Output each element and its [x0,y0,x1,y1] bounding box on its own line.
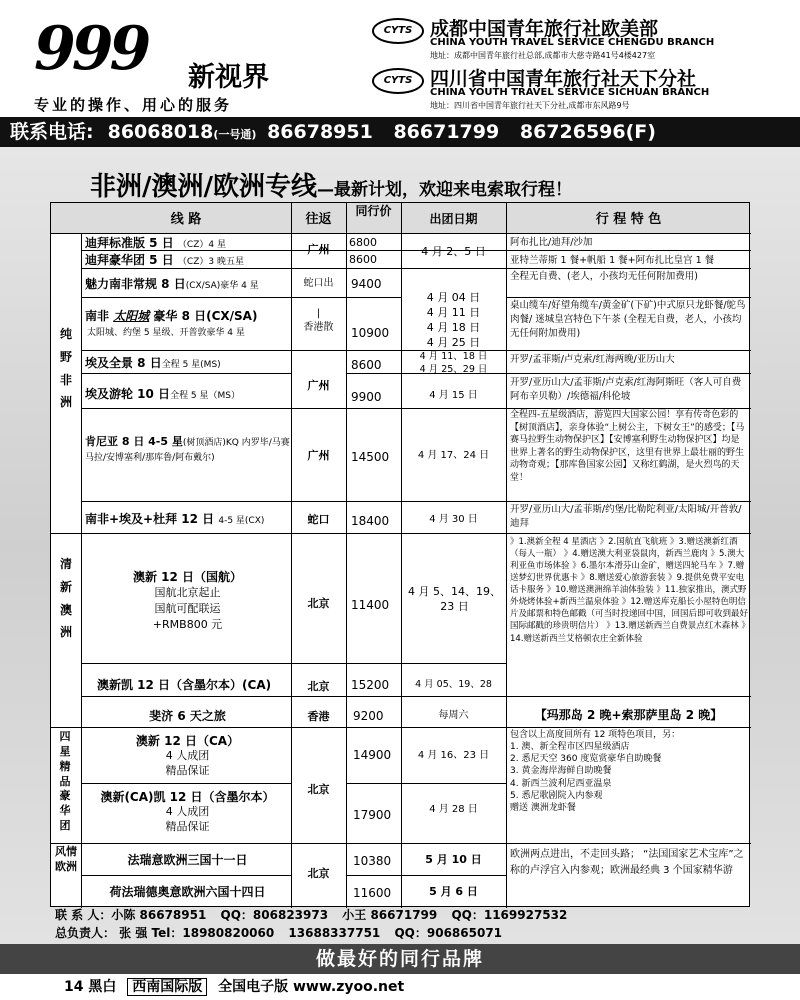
route-name: 迪拜标准版 5 日 [85,236,174,250]
table-row[interactable] [85,276,290,292]
header-features: 行 程 特 色 [595,212,662,227]
table-row[interactable] [85,789,290,805]
table-row[interactable] [97,677,292,693]
price: 17900 [353,808,392,822]
page-number: 14 黑白 [64,979,117,995]
depart-city: 广州 [307,449,330,462]
cyts-logo-icon: CYTS [372,18,424,44]
route-code: (CX/SA)豪华 4 星 [185,281,259,291]
depart-city: 广州 [307,243,330,256]
route-notes [85,749,290,779]
agency-name-en: CHINA YOUTH TRAVEL SERVICE CHENGDU BRANCH [430,37,715,48]
category-africa: 纯野非洲 [59,327,72,410]
price: 9400 [351,277,382,291]
dates: 每周六 [438,710,469,721]
feature: 桌山缆车/好望角缆车/黄金矿(下矿)中式原只龙虾餐/鸵鸟肉餐/ 迷城皇宫特色下午茶 (全程无自费，老人，小孩均无任何附加费用) [510,300,746,339]
title-main: 非洲/澳洲/欧洲专线 [90,172,317,202]
route-name: 埃及全景 8 日 [85,356,162,370]
header-price: 同行价 [355,204,392,218]
depart-city: 蛇口 [307,513,330,526]
dates: 4 月 17、24 日 [417,450,490,461]
dates: 4 月 11、18 日 4 月 25、29 日 [419,351,488,375]
website-link[interactable]: www.zyoo.net [292,979,405,995]
phone-number[interactable]: 86671799 [393,121,500,143]
section-name: 西南国际版 [127,978,207,996]
route-note: +RMB800 元 [152,617,223,631]
depart-city: 北京 [307,597,330,610]
dates: 4 月 16、23 日 [417,750,490,761]
slogan-bar: 做最好的同行品牌 [0,944,800,974]
page-title [90,166,572,203]
tour-table [50,202,750,907]
route-note: 国航北京起止 [154,586,221,599]
price: 6800 [349,236,377,249]
depart-city: 北京 [307,783,330,796]
feature: 全程四-五星级酒店，游览四大国家公园！享有传奇色彩的【树顶酒店】，亲身体验“上树公主，下树女王”的感受；【马赛马拉野生动物保护区】【安博塞利野生动物保护区】均是世界上著名的野生动物保护区，这里有世界上最壮丽的野生动物奇观；【那库鲁国家公园】又称红鹤湖，是火烈鸟的天堂！ [510,410,745,483]
contact-phone: 13688337751 [288,926,381,940]
route-name: 澳新 12 日（国航） [132,570,243,584]
route-code: 全程 5 星（MS） [170,391,240,401]
route-notes [85,805,290,835]
route-note: 4 人成团 [165,805,210,818]
feature: 亚特兰蒂斯 1 餐+帆船 1 餐+阿布扎比皇宫 1 餐 [510,255,715,266]
route-name: 荷法瑞德奥意欧洲六国十四日 [109,885,266,899]
contact-row [55,906,755,924]
route-notes [85,585,290,633]
route-rest: 豪华 8 日(CX/SA) [153,309,258,323]
agency-address: 地址：四川省中国青年旅行社天下分社,成都市东风路9号 [430,101,630,110]
contact-qq: QQ：1169927532 [451,908,568,922]
date: 4 月 04 日 [426,291,481,304]
route-code: （CZ）4 星 [177,240,226,250]
route-note: 精品保证 [165,763,210,777]
date: 4 月 18 日 [426,320,481,334]
dates: 4 月 30 日 [429,514,478,525]
price: 8600 [349,253,377,266]
phone-note: (一号通) [213,128,257,141]
route-subtitle: 太阳城、约堡 5 星级、开普敦豪华 4 星 [87,328,245,338]
contact-qq: QQ：806823973 [220,908,329,922]
dates: 5 月 10 日 [425,853,482,866]
feature: 》1.澳新全程 4 星酒店 》2.国航直飞航班 》3.赠送澳新红酒（每人一瓶） 》4.赠送澳大利亚袋鼠肉，新西兰鹿肉 》5.澳大利亚鱼市场体验 》6.墨尔本滑芬山金矿，赠送四轮马车 》7.赠送梦幻世界优惠卡 》8.赠送爱心旅游套装 》9.提供免费平安电话卡服务 》10.赠送澳洲绵羊油体验装 》11.独家推出，澳式野外烧烤体验+新西兰温泉体验 》12.赠送库克船长小屋特色明信片及邮票和特色邮戳（可当时投递回中国，回国后即可收到最好国际邮戳的珍贵明信片） 》13.赠送新西兰自费景点红木森林 》14.赠送新西兰艾格顿农庄全新体验 [510,537,748,644]
table-row[interactable] [85,733,290,749]
route-name: 肯尼亚 8 日 4-5 星 [85,435,183,448]
phone-number[interactable]: 86678951 [267,121,373,143]
route-name: 南非+埃及+杜拜 12 日 [85,512,215,526]
depart-city: 北京 [307,680,330,693]
table-row[interactable] [85,308,290,324]
price: 8600 [351,358,382,372]
depart-city: 蛇口出 [303,278,334,289]
edition: 全国电子版 [218,979,289,995]
dates: 5 月 6 日 [429,885,478,898]
route-code: 全程 5 星(MS) [161,360,221,370]
contact-manager: 总负责人： 张 强 Tel：18980820060 [55,926,275,940]
category-europe: 风情欧洲 [55,845,77,873]
feature: 开罗/亚历山大/孟菲斯/约堡/比勒陀利亚/太阳城/开普敦/迪拜 [510,504,742,529]
agency-address: 地址：成都中国青年旅行社总部,成都市大慈寺路41号4楼427室 [430,51,656,60]
table-row[interactable] [85,511,290,527]
route-highlight: 太阳城 [113,309,150,323]
route-note: 国航可配联运 [154,601,221,615]
route-code: （CZ）3 晚五星 [177,257,244,267]
contact-person: 小王 86671799 [342,908,438,922]
feature: 【玛那岛 2 晚+索那萨里岛 2 晚】 [534,708,723,722]
phone-number[interactable]: 86068018 [107,121,214,143]
route-name: 澳新凯 12 日（含墨尔本）(CA) [97,678,272,692]
title-rest: —最新计划，欢迎来电索取行程！ [317,180,572,200]
category-australia: 清新澳洲 [59,557,72,640]
fax-number[interactable]: 86726596(F) [519,121,656,143]
contacts [55,906,755,942]
dates: 4 月 28 日 [429,804,478,815]
table-row[interactable] [85,884,290,900]
contact-qq: QQ：906865071 [394,926,503,940]
price: 11400 [351,598,390,612]
header-dates: 出团日期 [429,212,478,226]
price: 14500 [351,450,390,464]
route-code: 4-5 星(CX) [218,516,265,526]
header-depart: 往返 [305,212,332,227]
table-row[interactable] [85,235,290,251]
brand-slogan: 专业的操作、用心的服务 [34,96,233,114]
route-name: 魅力南非常规 8 日 [85,277,186,291]
table-row[interactable] [85,435,290,465]
dates-list [401,291,506,350]
table-row[interactable] [85,386,290,402]
price: 10380 [353,854,392,868]
contact-row [55,924,755,942]
depart-city-hk: 香港散 [303,321,334,333]
agency-name-en: CHINA YOUTH TRAVEL SERVICE SICHUAN BRANCH [430,87,710,98]
route-note: 4 人成团 [165,749,210,762]
route-rest: (树顶酒店)KQ 内罗毕/马赛马拉/安博塞利/那库鲁/阿布戴尔) [85,438,290,463]
table-row[interactable] [85,852,290,868]
price: 11600 [353,886,392,900]
contact-person: 联 系 人：小陈 86678951 [55,908,207,922]
date: 4 月 11 日 [426,305,481,319]
route-note: 精品保证 [165,819,210,833]
depart-city [291,307,346,334]
table-row[interactable] [85,569,290,585]
date: 4 月 25 日 [426,335,481,349]
cyts-logo-icon: CYTS [372,68,424,94]
table-row[interactable] [85,355,290,371]
depart-city-sep: | [316,308,321,319]
price: 18400 [351,514,390,528]
route-name: 埃及游轮 10 日 [85,387,171,401]
feature: 开罗/孟菲斯/卢克索/红海两晚/亚历山大 [510,354,675,365]
agency-name: 成都中国青年旅行社欧美部 [430,18,659,40]
route-name: 南非 [85,309,110,323]
route-name: 斐济 6 天之旅 [149,709,226,723]
table-row[interactable] [85,708,290,724]
category-luxury: 四星精品豪华团 [59,730,71,833]
route-name: 澳新 12 日（CA） [135,734,240,748]
depart-city: 广州 [307,379,330,392]
price: 9200 [353,709,384,723]
feature: 欧洲两点进出，不走回头路； “法国国家艺术宝库”之称的卢浮宫入内参观；欧洲最经典 3 个国家精华游 [510,849,744,876]
price: 10900 [351,326,390,340]
header-route: 线 路 [170,212,202,227]
depart-city: 北京 [307,867,330,880]
table-row[interactable] [85,252,290,268]
page-header [0,0,800,116]
dates: 4 月 5、14、19、23 日 [408,585,501,613]
feature: 阿布扎比/迪拜/沙加 [510,237,593,248]
price: 15200 [351,678,390,692]
feature: 开罗/亚历山大/孟菲斯/卢克索/红海阿斯旺（客人可自费阿布辛贝勒）/埃德福/科伦坡 [510,377,742,402]
feature: 全程无自费、(老人，小孩均无任何附加费用) [510,271,698,282]
route-name: 迪拜豪华团 5 日 [85,253,174,267]
phone-label: 联系电话: [10,121,94,143]
brand-logo-text: 新视界 [188,62,269,93]
brand-logo-number: 999 [34,14,148,84]
route-name: 法瑞意欧洲三国十一日 [127,853,248,867]
page-footer [0,974,800,1000]
route-name: 澳新(CA)凯 12 日（含墨尔本） [100,790,275,804]
feature: 包含以上高度回所有 12 项特色项目，另： 1. 澳、新全程市区四星级酒店 2. 悉尼天空 360 度览赏豪华自助晚餐 3. 黄金海岸海鲜自助晚餐 4. 新西兰波利尼西亚温泉 5. 悉尼歌剧院入内参观 赠送 澳洲龙虾餐 [510,730,681,813]
agency-name: 四川省中国青年旅行社天下分社 [430,68,697,90]
dates: 4 月 2、5 日 [421,245,486,258]
price: 9900 [351,390,382,404]
depart-city: 香港 [307,710,330,723]
dates: 4 月 15 日 [429,390,478,401]
phone-bar [0,117,800,147]
dates: 4 月 05、19、28 [415,679,492,690]
price: 14900 [353,748,392,762]
